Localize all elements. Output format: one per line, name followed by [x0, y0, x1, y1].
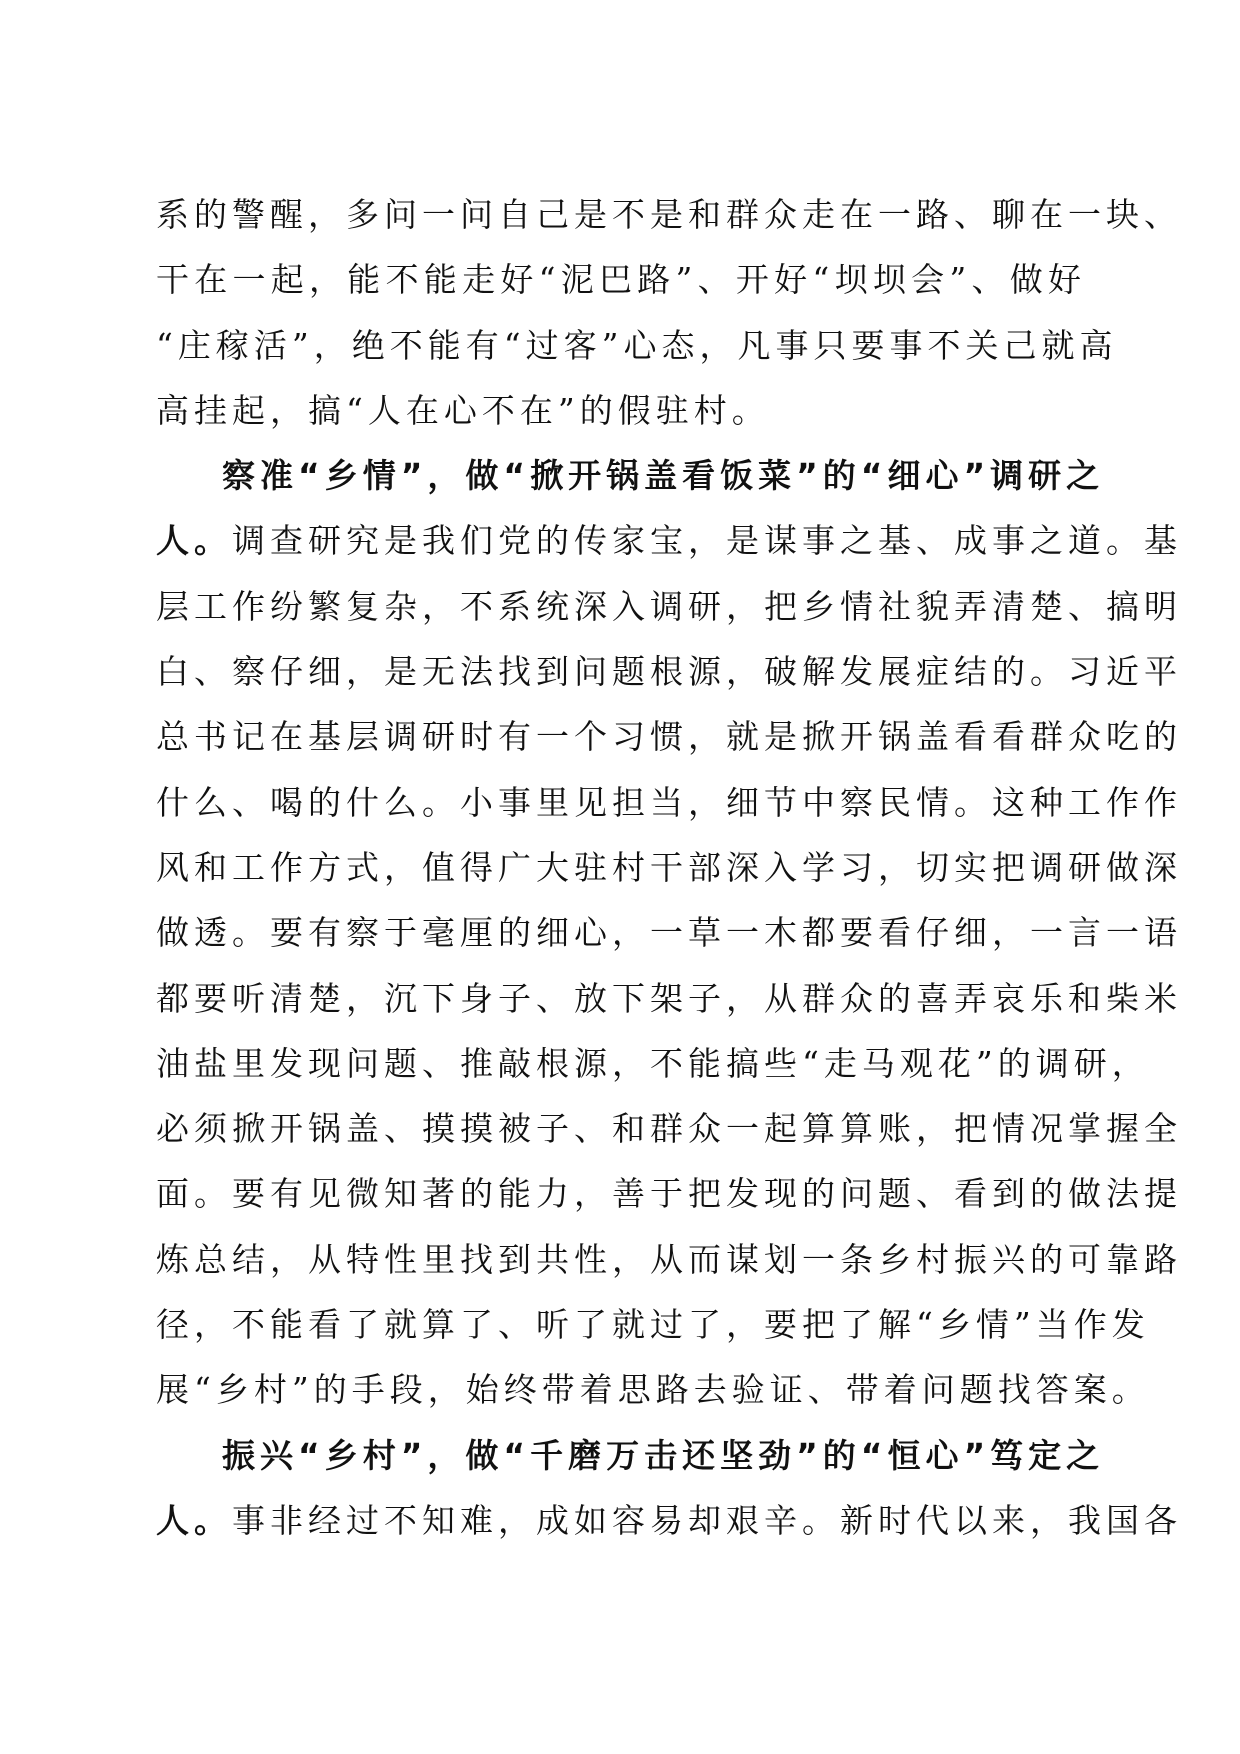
paragraph-line: 白、察仔细，是无法找到问题根源，破解发展症结的。习近平: [156, 652, 1182, 692]
paragraph-line: 高挂起，搞“人在心不在”的假驻村。: [156, 390, 770, 430]
paragraph-line: 都要听清楚，沉下身子、放下架子，从群众的喜弄哀乐和柴米: [156, 978, 1182, 1018]
paragraph-line: [156, 1488, 1182, 1553]
paragraph-line: 系的警醒，多问一问自己是不是和群众走在一路、聊在一块、: [156, 195, 1182, 234]
paragraph-line: [156, 508, 1182, 573]
paragraph-line: 风和工作方式，值得广大驻村干部深入学习，切实把调研做深: [156, 847, 1182, 887]
paragraph-line: 做透。要有察于毫厘的细心，一草一木都要看仔细，一言一语: [156, 913, 1182, 953]
paragraph-text: 事非经过不知难，成如容易却艰辛。新时代以来，我国各: [232, 1500, 1182, 1540]
paragraph-line: 干在一起，能不能走好“泥巴路”、开好“坝坝会”、做好: [156, 260, 1086, 300]
paragraph-line: 径，不能看了就算了、听了就过了，要把了解“乡情”当作发: [156, 1305, 1150, 1345]
paragraph-line: 面。要有见微知著的能力，善于把发现的问题、看到的做法提: [156, 1174, 1182, 1214]
paragraph-line: 什么、喝的什么。小事里见担当，细节中察民情。这种工作作: [156, 782, 1182, 822]
paragraph-line: 层工作纷繁复杂，不系统深入调研，把乡情社貌弄清楚、搞明: [156, 586, 1182, 626]
section-heading: 察准“乡情”，做“掀开锅盖看饭菜”的“细心”调研之: [222, 456, 1105, 496]
paragraph-line: “庄稼活”，绝不能有“过客”心态，凡事只要事不关己就高: [156, 325, 1118, 365]
section-heading-end: 人。: [156, 521, 232, 561]
paragraph-line: 总书记在基层调研时有一个习惯，就是掀开锅盖看看群众吃的: [156, 717, 1182, 757]
section-heading-end: 人。: [156, 1500, 232, 1540]
paragraph-text: 调查研究是我们党的传家宝，是谋事之基、成事之道。基: [232, 521, 1182, 561]
paragraph-line: 展“乡村”的手段，始终带着思路去验证、带着问题找答案。: [156, 1370, 1150, 1410]
paragraph-line: 必须掀开锅盖、摸摸被子、和群众一起算算账，把情况掌握全: [156, 1109, 1182, 1149]
body-text: [156, 182, 1182, 1553]
paragraph-line: 油盐里发现问题、推敲根源，不能搞些“走马观花”的调研，: [156, 1043, 1150, 1083]
paragraph-line: 炼总结，从特性里找到共性，从而谋划一条乡村振兴的可靠路: [156, 1239, 1182, 1279]
section-heading: 振兴“乡村”，做“千磨万击还坚劲”的“恒心”笃定之: [222, 1435, 1105, 1475]
